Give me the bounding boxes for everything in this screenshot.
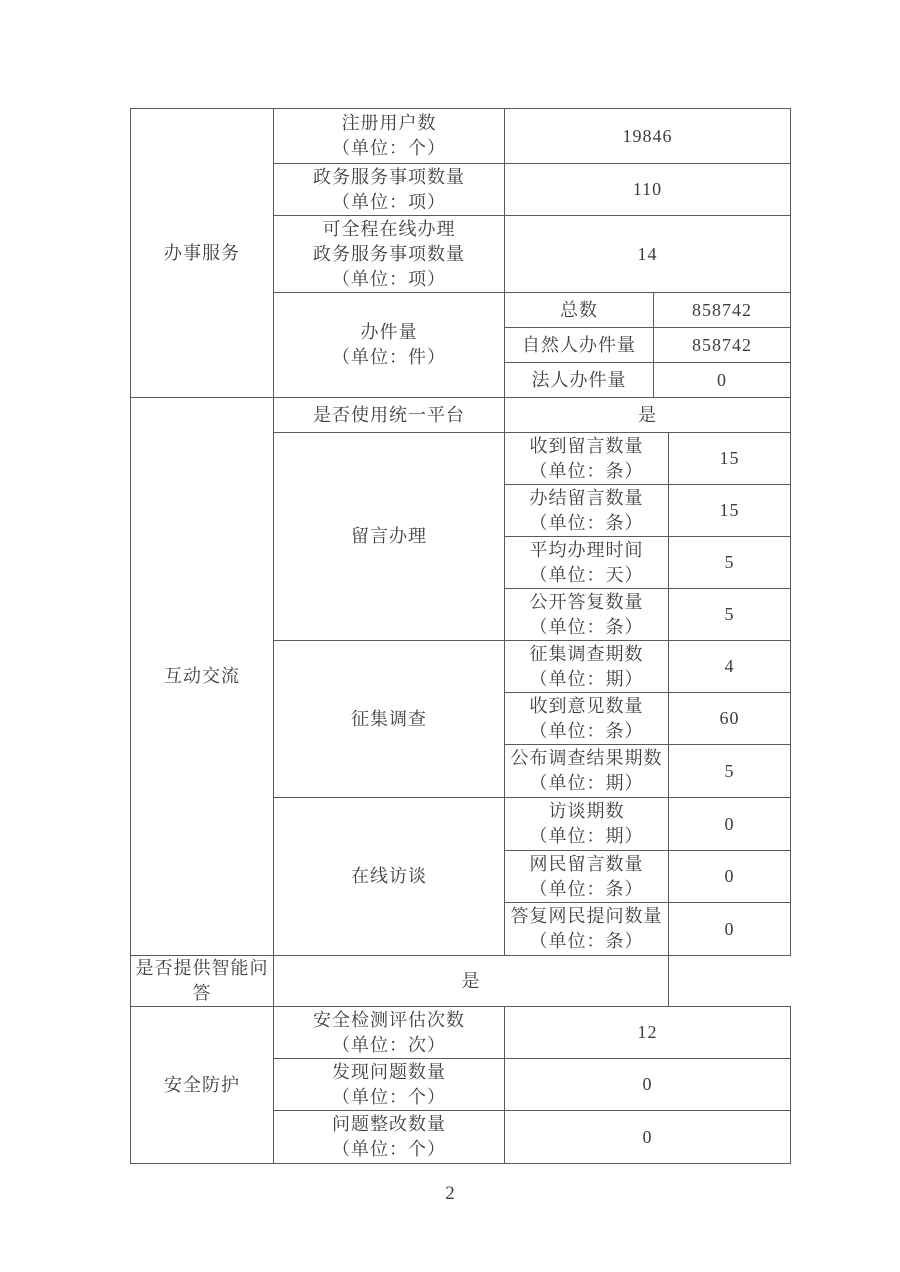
- item-cell: [274, 164, 505, 216]
- value-cell: 0: [505, 1111, 791, 1164]
- subitem-cell: [505, 693, 669, 745]
- label-line: 平均办理时间: [529, 539, 644, 560]
- subitem-cell: 自然人办件量: [505, 328, 654, 363]
- value-cell: 5: [669, 537, 791, 589]
- value-cell: 60: [669, 693, 791, 745]
- unit-line: （单位：条）: [529, 460, 644, 481]
- subitem-cell: [505, 851, 669, 903]
- item-cell: 是否提供智能问答: [131, 956, 274, 1007]
- item-cell: [274, 216, 505, 293]
- unit-line: （单位：条）: [529, 616, 644, 637]
- subitem-cell: [505, 903, 669, 956]
- value-cell: 4: [669, 641, 791, 693]
- item-cell: [274, 1059, 505, 1111]
- value-cell: 5: [669, 589, 791, 641]
- label-line: 问题整改数量: [332, 1114, 446, 1134]
- value-cell: 15: [669, 485, 791, 537]
- report-table: [130, 108, 791, 1164]
- label-line: 收到意见数量: [529, 695, 644, 716]
- subitem-cell: 法人办件量: [505, 363, 654, 398]
- item-cell-banjianliang: [274, 293, 505, 398]
- value-cell: 15: [669, 433, 791, 485]
- unit-line: （单位：期）: [529, 826, 644, 846]
- value-cell: 0: [505, 1059, 791, 1111]
- label-line: 政务服务事项数量: [313, 243, 465, 264]
- unit-line: （单位：期）: [529, 668, 644, 689]
- label-line: 注册用户数: [341, 113, 437, 133]
- unit-line: （单位：次）: [332, 1034, 446, 1055]
- value-cell: 19846: [505, 109, 791, 164]
- category-cell-hudong: 互动交流: [131, 398, 274, 956]
- label-line: 可全程在线办理: [322, 218, 456, 239]
- value-cell: 14: [505, 216, 791, 293]
- item-cell-zaixianfangtan: 在线访谈: [274, 798, 505, 956]
- item-cell: [274, 1111, 505, 1164]
- value-cell: 0: [669, 903, 791, 956]
- subitem-cell: [505, 433, 669, 485]
- value-cell: 是: [505, 398, 791, 433]
- value-cell: 0: [654, 363, 791, 398]
- category-cell-anquan: 安全防护: [131, 1007, 274, 1164]
- page-number: 2: [445, 1183, 455, 1204]
- subitem-cell: [505, 641, 669, 693]
- unit-line: （单位：项）: [332, 268, 446, 289]
- item-cell: 是否使用统一平台: [274, 398, 505, 433]
- value-cell: 0: [669, 798, 791, 851]
- label-line: 网民留言数量: [529, 853, 644, 874]
- value-cell: 12: [505, 1007, 791, 1059]
- label-line: 政务服务事项数量: [313, 166, 465, 187]
- label-line: 安全检测评估次数: [313, 1009, 465, 1030]
- label-line: 公开答复数量: [529, 591, 644, 612]
- item-cell: [274, 1007, 505, 1059]
- value-cell: 是: [274, 956, 669, 1007]
- label-line: 收到留言数量: [529, 435, 644, 456]
- item-cell: [274, 109, 505, 164]
- subitem-cell: 总数: [505, 293, 654, 328]
- unit-line: （单位：件）: [332, 347, 446, 367]
- unit-line: （单位：个）: [332, 1139, 446, 1159]
- item-cell-liuyan: 留言办理: [274, 433, 505, 641]
- label-line: 办件量: [360, 322, 418, 342]
- value-cell: 858742: [654, 328, 791, 363]
- unit-line: （单位：期）: [529, 773, 644, 793]
- subitem-cell: [505, 589, 669, 641]
- unit-line: （单位：个）: [332, 138, 446, 158]
- unit-line: （单位：条）: [529, 512, 644, 533]
- label-line: 答复网民提问数量: [510, 906, 663, 926]
- value-cell: 5: [669, 745, 791, 798]
- unit-line: （单位：个）: [332, 1086, 446, 1107]
- category-cell-banshi: 办事服务: [131, 109, 274, 398]
- value-cell: 110: [505, 164, 791, 216]
- subitem-cell: [505, 537, 669, 589]
- subitem-cell: [505, 798, 669, 851]
- label-line: 发现问题数量: [332, 1061, 446, 1082]
- value-cell: 858742: [654, 293, 791, 328]
- label-line: 公布调查结果期数: [510, 748, 663, 768]
- subitem-cell: [505, 485, 669, 537]
- value-cell: 0: [669, 851, 791, 903]
- unit-line: （单位：条）: [529, 720, 644, 741]
- unit-line: （单位：项）: [332, 191, 446, 212]
- unit-line: （单位：天）: [529, 564, 644, 585]
- label-line: 办结留言数量: [529, 487, 644, 508]
- unit-line: （单位：条）: [529, 878, 644, 899]
- item-cell-zhengji: 征集调查: [274, 641, 505, 798]
- subitem-cell: [505, 745, 669, 798]
- label-line: 征集调查期数: [529, 643, 644, 664]
- label-line: 访谈期数: [548, 801, 625, 821]
- unit-line: （单位：条）: [529, 931, 644, 951]
